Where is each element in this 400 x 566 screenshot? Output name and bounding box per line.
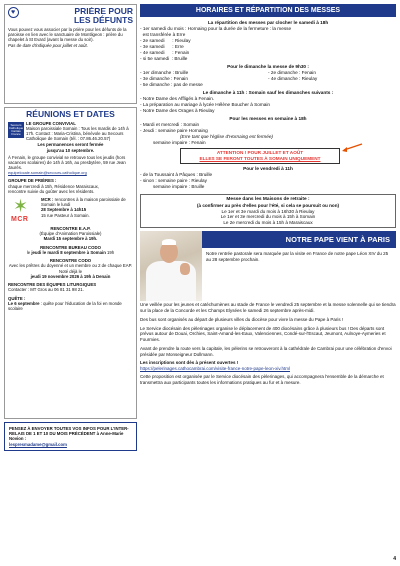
- eap-sub: (Équipe d'Animation Paroissiale): [39, 231, 102, 237]
- quete-text: : quête pour l'éducation de la foi en monde scolaire: [8, 300, 122, 312]
- sun930-cell-0: - 1er dimanche : Bruille: [140, 70, 189, 76]
- secours-catholique-logo-text: Secours Catholique Caritas France: [8, 122, 24, 136]
- sun930-cell-5: [268, 82, 396, 88]
- mcr-date: 28 Septembre à 14h15: [41, 207, 87, 213]
- sun11-line-0: - Notre Dame des Affligés à Fenain.: [140, 96, 215, 102]
- pope-intro: Notre rentrée pastorale sera marquée par la visite en France de notre pape Léon XIV du 25 au 28 septembre prochain.: [206, 251, 389, 263]
- prayer-title-2: LES DÉFUNTS: [73, 14, 133, 24]
- secours-email-link[interactable]: equipelocale.somain@secours-catholique.org: [8, 169, 87, 175]
- fri-line-0: - de la Toussaint à Pâques : Bruille: [140, 172, 213, 178]
- codo1-prefix: le: [26, 249, 31, 255]
- sun930-cell-3: - 4e dimanche : Rieulay: [268, 76, 318, 82]
- mcr-text: rencontres à la maison paroissiale de Somain le lundi: [41, 197, 126, 208]
- prayer-title-1: PRIÈRE POUR: [74, 7, 133, 16]
- codo1-time: 19h: [107, 249, 115, 255]
- retreat-line-0: Le 1er et 3e mardi du mois à 16h30 à Rieulay: [221, 208, 315, 214]
- sun11-line-1: - La préparation au mariage à lycée Hélène Boucher à Somain: [140, 102, 271, 108]
- codo2-date: jeudi 19 novembre 2026 à 19h à Denain: [30, 273, 111, 279]
- pope-top: [140, 231, 396, 301]
- week-italic: (Erre tant que l'église d'Hornaing est fermée): [180, 134, 273, 140]
- prayer-text: Vous pouvez vous associer par la prière pour les défunts de la paroisse en lien avec le sanctuaire de Montligeon : prière du chapelet à St Evard (avant la messe du soir).: [8, 27, 127, 43]
- fri-line-1: - sinon : semaine paire : Rieulay: [140, 178, 207, 184]
- sun930-grid: [140, 70, 396, 88]
- footer-text: PENSEZ À ENVOYER TOUTES VOS INFOS POUR L'INTER-RELAIS DE 1 ET 10 DU MOIS PRÉCÉDENT à Anne-Marie Novion :: [9, 426, 129, 442]
- pope-p4: Avant de prendre la route vers la capitale, les pèlerins se retrouveront à la cathédrale de Cambrai pour une célébration d'envoi présidée par Monseigneur Dollmann.: [140, 345, 392, 357]
- pope-p1: Une veillée pour les jeunes et catéchumènes au stade de France le vendredi 25 septembre et la messe solennelle qui se tiendra sur la place de la Concorde et les Champs Elysées le samedi 26 septembre après-midi.: [140, 302, 396, 314]
- prayer-groups-title: GROUPE DE PRIÈRES :: [8, 178, 57, 184]
- footer-email-link[interactable]: lespresmadame@gmail.com: [9, 441, 67, 447]
- secours-catholique-logo: [8, 122, 24, 138]
- week-title: Pour les messes en semaine à 18h: [229, 116, 307, 122]
- prayer-note: Pas de date d'indiquée pour juillet et août.: [8, 42, 88, 48]
- meetings-box: [4, 107, 137, 419]
- closed-notice-2: jusqu'au 10 septembre.: [46, 147, 95, 153]
- week-odd: semaine impaire : Fenain: [140, 140, 206, 146]
- mcr-section: [8, 197, 133, 223]
- sat-line-0: - 1er samedi du mois : Hornaing pour la durée de la fermeture : la messe: [140, 26, 292, 32]
- sat-line-4: - 4e samedi : Fenain: [140, 50, 190, 56]
- week-line-1: - Jeudi : semaine paire Hornaing: [140, 128, 208, 134]
- page-number: 4: [393, 556, 396, 562]
- pope-p5: Cette proposition est organisée par le Service diocésain des pèlerinages, qui accompagnera l'ensemble de la démarche et transmettra aux participants toutes les informations pratiques au fur et à mesure.: [140, 374, 384, 385]
- sat-line-2: - 2e samedi : Rieulay: [140, 38, 191, 44]
- sat-line-3: - 3e samedi : Erre: [140, 44, 184, 50]
- convivial-section: [8, 121, 133, 142]
- pope-header: NOTRE PAPE VIENT À PARIS: [140, 231, 396, 248]
- codo2-text: Avec les prêtres du doyenné et un membre ou 2 de chaque EAP.: [8, 263, 133, 269]
- alert-line-2: ELLES SE FERONT TOUTES À SOMAIN UNIQUEMENT: [199, 156, 321, 162]
- liturgy-section: [8, 282, 133, 292]
- arrow-icon: [341, 143, 363, 153]
- quete-date: Le 6 septembre: [8, 300, 40, 306]
- sun11-list: [140, 96, 396, 114]
- retreat-subtitle: (à confirmer au près d'elles pour l'été, si cela se poursuit ou non): [196, 202, 340, 208]
- right-column: [140, 4, 396, 389]
- mcr-logo: [8, 197, 38, 223]
- quete-section: [8, 296, 133, 312]
- heart-icon: [8, 7, 19, 18]
- sun930-title: Pour le dimanche la messe de 9h30 :: [227, 64, 309, 70]
- mcr-place: 15 rue Pasteur à Somain.: [41, 212, 90, 218]
- pope-p3: Le Service diocésain des pèlerinages organise le déplacement de 400 diocésains grâce à plusieurs bus ! Des départs sont prévus autour de Douai, Orchies, Saint-Amand-les-Eaux, Valenciennes, Condé-sur-l'Escaut, Jeumont, Aulnoye-Aymeries et Fourmies.: [140, 325, 386, 343]
- left-column: [4, 4, 137, 451]
- pope-photo: [140, 231, 202, 301]
- retreat-title: Messe dans les Maisons de retraite :: [226, 197, 310, 203]
- pope-p2: Des bus sont organisés au départ de plusieurs villes du diocèse pour vivre la messe du Pape à Paris !: [140, 316, 344, 322]
- mcr-logo-letters: MCR: [11, 216, 29, 223]
- pilgrimage-link[interactable]: https://pelerinages.cathocambrai.com/visite-france-notre-pape-leon-xiv.html: [140, 366, 290, 372]
- sat-title: La répartition des messes par clocher le samedi à 18h: [207, 20, 329, 25]
- fri-title: Pour le vendredi à 11h: [243, 166, 293, 172]
- retreat-line-2: Le 2e mercredi du mois à 15h à Maraiscaux: [223, 219, 313, 225]
- convivial-title: LE GROUPE CONVIVIAL: [26, 120, 76, 126]
- week-line-0: - Mardi et mercredi : Somain: [140, 122, 200, 128]
- codo1-date: jeudi le mardi 8 septembre à Somain: [31, 249, 106, 255]
- pope-section: [140, 231, 396, 385]
- prayer-box: [4, 4, 137, 104]
- eap-section: [8, 226, 133, 242]
- sun930-cell-2: - 3e dimanche : Fenain: [140, 76, 188, 82]
- codo1-section: [8, 245, 133, 255]
- sat-list: [140, 26, 396, 62]
- fenain-text: À Fenain, le groupe convivial se retrouve tous les jeudis (hors vacances scolaires) de 14h à 16h, au presbytère, 59 rue Jean Jaurès.: [8, 154, 126, 171]
- sun11-title: Le dimanche à 11h : Somain sauf les dimanches suivants :: [202, 90, 334, 96]
- eap-title: RENCONTRE E.A.P.: [50, 226, 91, 231]
- liturgy-contact: Contacter : MT Gros au 06 81 31 98 21.: [8, 287, 84, 293]
- meetings-title: RÉUNIONS ET DATES: [26, 109, 115, 119]
- footer-box: [4, 422, 137, 451]
- codo2-note: Noté déjà le: [59, 268, 82, 274]
- liturgy-title: RENCONTRE DES ÉQUIPES LITURGIQUES: [8, 282, 97, 288]
- sun11-line-2: - Notre Dame des Orages à Rieulay: [140, 108, 215, 114]
- mcr-label: MCR :: [41, 197, 54, 202]
- codo1-title: RENCONTRE BUREAU CODO: [40, 244, 101, 250]
- closed-notice-1: Les permanences seront fermée: [37, 142, 104, 148]
- pope-signup: Les inscriptions sont dès à présent ouvertes !: [140, 360, 239, 366]
- sat-line-5: - si 5e samedi : Bruille: [140, 56, 188, 62]
- retreat-line-1: Le 1er et 3e mercredi du mois à 15h à Somain: [220, 214, 316, 220]
- alert-line-1: ATTENTION ! POUR JUILLET ET AOÛT: [216, 150, 304, 156]
- sun930-cell-4: - 5e dimanche : pas de messe: [140, 82, 203, 88]
- prayer-groups: [8, 178, 133, 194]
- prayer-groups-text: chaque mercredi à 15h, Résidence Maraiscaux, rencontre suivie du goûter avec les résidents.: [8, 183, 99, 194]
- masses-header: HORAIRES ET RÉPARTITION DES MESSES: [140, 4, 396, 17]
- retreat-box: [140, 194, 396, 228]
- sun930-cell-1: - 2e dimanche : Fenain: [268, 70, 316, 76]
- eap-date: Mardi 15 septembre à 19h.: [43, 236, 98, 242]
- codo2-title: RENCONTRE CODO: [49, 258, 92, 264]
- quete-title: QUÊTE :: [8, 295, 26, 301]
- sat-line-1: est transférée à Erre: [140, 32, 186, 38]
- mcr-star-icon: ✶: [13, 197, 29, 216]
- fri-line-2: semaine impaire : Bruille: [140, 184, 205, 190]
- summer-alert: [180, 148, 340, 164]
- prayer-header: [8, 7, 133, 24]
- convivial-text: Maison paroissiale Somain : Tous les mardis de 14h à 17h. Contact : Maria-Cristina, bénévole au Secours Catholique de Somain (tél. : 07.86.46.20.57): [26, 125, 129, 142]
- codo2-section: [8, 258, 133, 279]
